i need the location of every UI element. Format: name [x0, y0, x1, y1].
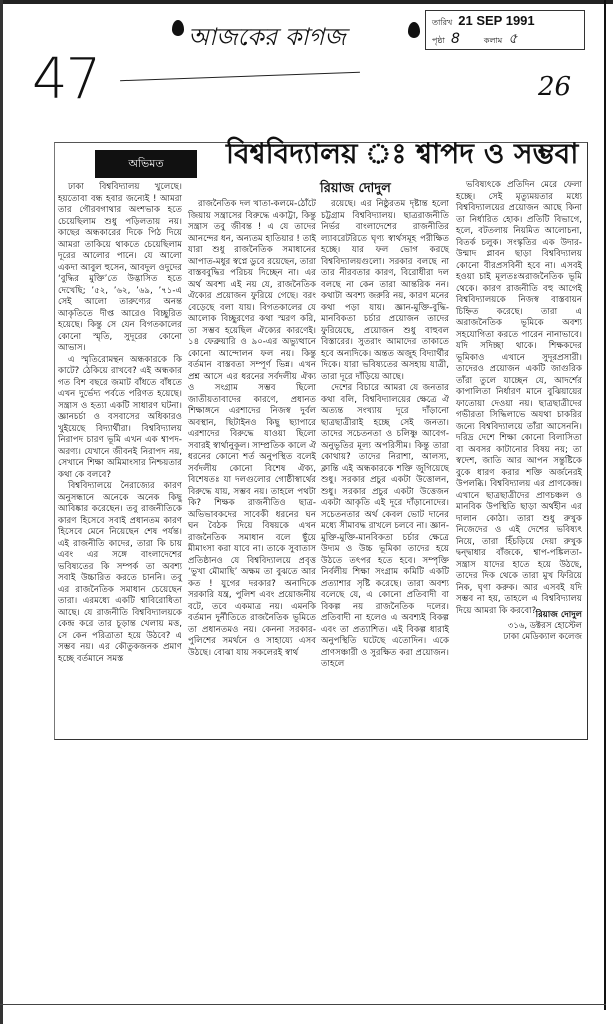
article-column-3 [321, 199, 449, 705]
stamp-date: 21 SEP 1991 [458, 13, 535, 28]
paragraph: রাজনৈতিক দল খাতা-কলমে-ঠোঁটে জিয়ায় সন্ত্রাসের বিরুদ্ধে একাট্টা, কিন্তু সন্ত্রাস তবু জীবন্ত ! এ যে তাদের আনন্দের ধন, অন্যতম হাতিয়ার ! তাই যারা শুধু রাজনৈতিক সমাধানের আপাত-মধুর স্বপ্নে ডুবে রয়েছেন, তারা বাস্তববুদ্ধির পরিচয় দিচ্ছেন না। এর অর্থ অবশ্য এই নয় যে, রাজনৈতিক ঐক্যের প্রয়োজন ফুরিয়ে গেছে। বরং বেড়েছে বলা যায়। বিগতকালের যে আলোক বিচ্ছুরণের কথা স্মরণ করি, তা সম্ভব হয়েছিল ঐক্যের কারণেই। ১৪ ফেব্রুয়ারি ও ৯০-এর অভ্যুত্থানে কোনো আন্দোলন ফল নয়। কিন্তু বর্তমান বাস্তবতা সম্পূর্ণ ভিন্ন। এখন প্রশ্ন আসে এর ধরনের সর্বদলীয় ঐক্য ও সংগ্রাম সম্ভব ছিলো জাতীয়তাবাদের কারণে, প্রধানত শিক্ষাঙ্গনে এরশাদের নিজস্ব দুর্বল অবস্থান, ছিটাইনও কিছু ছ্যাপারে এরশাদের বিরুদ্ধে যাওয়া ছিলো সবারই স্বার্থানুকূল। সাম্প্রতিক কালে ঐ ধরনের কোনো শর্ত অনুপস্থিত বলেই সর্বদলীয় কোনো বিশেষ ঐক্য, বিশেষতঃ যা দলগুলোর গোষ্ঠীস্বার্থের বিরুদ্ধে যায়, সম্ভব নয়। তাহলে পথটা কি? শিক্ষক রাজনীতিও ছাত্র-অভিভাবকদের সাবেকী ধরনের ঘন ঘন বৈঠক দিয়ে বিষয়কে এখন রাজনৈতিক সমাধান বলে ছুঁয়ে মীমাংসা করা যাবে না। তাকে সুবাতাস প্রতিষ্ঠানও যে বিশ্ববিদ্যালয়ে প্রবৃত্ত ‘ভুখা মৌমাছি’ অক্ষম তা বুঝতে আর কত ! যুগের দরকার? অনাদিকে সরকারি যন্ত্র, পুলিশ এবং প্রয়োজনীয় বটে, তবে একমাত্র নয়। এমনকি বর্তমান দুর্নীতিতে রাজনৈতিক ভূমিতে তা প্রধানতমও নয়। কেননা সরকার-পুলিশের সমর্থনে ও সাহায্যে এসব উঠছে। বোঝা যায় সকলেরই স্বার্থ [188, 199, 316, 658]
article-column-2 [188, 199, 316, 734]
paragraph: ঢাকা বিশ্ববিদ্যালয় খুলেছে। হয়তোবা বন্ধ হবার জন্যেই ! আমরা তার গৌরবগাথার অংশভাক হতে চেয়েছিলাম শুধু পড়িলতায় নয়। কাছের অন্ধকারের দিকে পিঠ দিয়ে আমরা তাকিয়ে থাকতে চেয়েছিলাম দূরের আলোর পানে। যে আলো একদা আবুল হুসেন, আবদুল ওদুদের ‘বুদ্ধির মুক্তি’তে উদ্ভাসিত হতে দেখেছি; ’৫২, ’৬২, ’৬৯, ’৭১-এ সেই আলো তারুণ্যের অনন্ত আকৃতিতে দীপ্ত আরেও বিচ্ছুরিত হয়েছে। কিন্তু সে যেন বিগতকালের কোনো স্মৃতি, সুদূরের কোনো আভাস। [58, 182, 182, 353]
stamp-column-label: কলাম [483, 36, 503, 45]
paragraph: এ স্মৃতিরোমন্থন অন্ধকারকে কি কাটে? ঠেকিয়ে রাখবে? এই অন্ধকার গত বিশ বছরে জমাট বাঁধতে বাঁধতে এখন দুর্ভেদ্য পর্বতে পরিণত হয়েছে। সন্ত্রাস ও হত্যা একটি সাধারণ ঘটনা। জ্ঞানচর্চা ও বসবাসের অধিকারও খুইয়েছে বিদ্যার্থীরা। বিশ্ববিদ্যালয় নিরাপদ চারণ ভূমি এখন এক শ্বাপদ-অরণ্য। যেখানে জীবনই নিরাপদ নয়, সেখানে শিক্ষা অমিমাংসার নিশ্চয়তার কথা কে বলবে? [58, 354, 182, 480]
author-signature [470, 610, 582, 643]
stamp-date-row [432, 12, 535, 30]
ink-blot [408, 22, 420, 38]
article-column-1 [58, 182, 182, 734]
stamp-page-row [432, 30, 517, 48]
scan-bottom-edge [0, 1004, 606, 1005]
stamp-column: ৫ [508, 31, 518, 47]
paragraph: ভবিষ্যৎকে প্রতিদিন মেরে ফেলা হচ্ছে। সেই মৃত্যুময়তার মধ্যে বিশ্ববিদ্যালয়ের প্রয়োজন আছে কিনা তা নির্ধারিত হোক। প্রতিটি বিভাগে, হলে, বটতলায় নিয়মিত আলোচনা, বিতর্ক চলুক। সংস্কৃতির এক উদার-উন্মাদ প্লাবন ছাড়া বিশ্ববিদ্যালয় কোনো বীরপ্রসবিনী হবে না। এসবই হওয়া চাই মূলতঃঅরাজনৈতিক ভূমি থেকে। কারণ রাজনীতি বহু আগেই বিশ্ববিদ্যালয়কে নিজস্ব বাস্তবায়ন চিহ্নিত করেছে। তারা এ অরাজনৈতিক ভূমিকে অবশ্য সহযোগিতা করতে পারেন নানাভাবে। যদি সদিচ্ছা থাকে। শিক্ষকদের ভূমিকাও এখানে সুদূরপ্রসারী। তাদেরও প্রয়োজন একটি জাগুরিক তাঁরা তুলে যাচ্ছেন যে, আদর্শের কাপালিতা নির্ধারণ মানে বুঝিয়ায়ের ফাতোয়া দেওয়া নয়। ছাত্রছাত্রীদের গভীরতা সিদ্ধিলাভে অযথা চাকরির জন্যে বিশ্ববিদ্যালয়ে তাঁরা আসেননি। দরিদ্র দেশে শিক্ষা কোনো বিলাসিতা বা অবসর কাটানোর বিষয় নয়; তা স্বদেশ, জাতি আর আপন সন্তুষ্টিকে বুকে ধারণ করার শক্তি অর্জনেরই উপলব্ধি। বিশ্ববিদ্যালয় এর প্রাণকেন্দ্র। এখানে ছাত্রছাত্রীদের প্রাণচঞ্চল ও মানবিক উপস্থিতি ছাড়া অর্থহীন এর দালান কোঠা। তারা শুধু রুখুক নিজেদের ও এই দেশের ভবিষ্যৎ নিয়ে, তারা হিঁচড়িয়ে দেয়া রুখুক দ্বন্দ্বাধার বাঁজকে, শ্বাপ-পঙ্কিলতা-সন্ত্রাস যাদের হাতে হয়ে উঠছে, তাদের দিক থেকে তারা মুখ ফিরিয়ে নিক, ঘৃণা করুক। আর এসবই যদি সম্ভব না হয়, তাহলে এ বিশ্ববিদ্যালয় দিয়ে আমরা কি করবো? [456, 180, 582, 616]
scan-top-edge [0, 0, 613, 4]
article-title: বিশ্ববিদ্যালয় ঃ শ্বাপদ ও সম্ভবা [226, 137, 579, 170]
paragraph: দেশের বিচারে আমরা যে জনতার কথা বলি, বিশ্ববিদ্যালয়ের ক্ষেত্রে ঐ অত্যন্ত সংখ্যায় দূরে দাঁড়ানো ছাত্রছাত্রীরাই হচ্ছে সেই জনতা। তাদের সচেতনতা ও চলিষ্ণু আবেগ-অনুভূতির মূল্য অপরিসীম। কিন্তু তারা কোথায়? তাদের নিরাশা, আলস্য, ক্লান্তি এই অন্ধকারকে শক্তি জুগিয়েছে শুধু। সরকার প্রচুর একটা উত্তোলন, শুধু। সরকার প্রচুর একটা উত্তেজন একটা আকৃতি এই দূরে দাঁড়ানোদের। সচেতনতার অর্থ কেবল ভোট দানের মধ্যে সীমাবদ্ধ রাখলে চলবে না। জ্ঞান-মুক্তি-মুক্তি-মানবিকতা চর্চার ক্ষেত্রে উদ্যম ও উচ্চ ভূমিকা তাদের হয়ে উঠতে তৎপর হতে হবে। সম্পৃক্তি নির্বলীয় শিক্ষা সংগ্রাম কমিটি একটি প্রত্যাশার সৃষ্টি করেছে। তারা অবশ্য বলেছে যে, এ কোনো প্রতিবাদী বা বিকল্প নয় রাজনৈতিক দলের। প্রতিবাদী না হলেও এ অবশ্যই বিকল্প এবং তা প্রত্যাশিত। এই বিকল্প ধারাই অনুপস্থিতি ঘটেছে এতোদিন। একে প্রাণসঞ্চারী ও সুরক্ষিত করা প্রয়োজন। তাহলে [321, 383, 449, 669]
scan-right-edge [604, 0, 606, 1010]
signature-address: ৩১৬, ডক্টরস হোস্টেল [507, 621, 582, 631]
signature-institution: ঢাকা মেডিক্যাল কলেজ [503, 632, 582, 642]
article-author: রিয়াজ দোদুল [320, 181, 391, 196]
handwritten-newspaper-name: আজকের কাগজ [188, 23, 346, 51]
paragraph: বিশ্ববিদ্যালয়ে নৈরাজ্যের কারণ অনুসন্ধানে অনেকে অনেক কিছু আবিষ্কার করেছেন। তবু রাজনীতিকে কারণ হিসেবে সবাই প্রধানতম কারণ হিসেবে মেনে নিয়েছেন শেষ পর্যন্ত। এই রাজনীতি কাদের, তারা কি চায় এবং এর সঙ্গে বাংলাদেশের ভবিষ্যতের কি সম্পর্ক তা অবশ্য সবাই উচ্চারিত করতে চাননি। তবু এর রাজনৈতিক সমাধান চেয়েছেন তারা। এরমধ্যে একটি শ্বাবিরোধিতা আছে। যে রাজনীতি বিশ্ববিদ্যালয়কে কেন্দ্র করে তার চূড়ান্ত খেলায় মত্ত, সে কেন পরিত্রাতা হয়ে উঠবে? এ সম্ভব নয়। এর কৌতুকজনক প্রমাণ হচ্ছে বর্তমানে সমস্ত [58, 481, 182, 664]
signature-name: রিয়াজ দোদুল [535, 610, 582, 620]
stamp-page-label: পৃষ্ঠা [432, 36, 445, 45]
stamp-page: 8 [450, 31, 460, 47]
handwritten-file-number: 47 [32, 47, 100, 112]
date-stamp [425, 10, 585, 50]
handwritten-underline [120, 72, 360, 81]
section-tag: অভিমত [95, 150, 197, 178]
paragraph: রয়েছে। এর নিষ্ঠুরতম দৃষ্টান্ত হলো চট্টগ্রাম বিশ্ববিদ্যালয়। ছাত্ররাজনীতি নির্ভর বাংলাদেশের রাজনীতির ল্যাবরেটরিতে ঘৃণ্য স্বার্থসমূহ পরীক্ষিত হচ্ছে। যার ফল ভোগ করছে বিশ্ববিদ্যালয়গুলো। সরকার বলছে না তার নীরবতার কারণ, বিরোধীরা দল বলছে না কেন তারা আন্তরিক নন। কথাটা অবশ্য জরুরি নয়, কারণ মনের কথা পড়া যায়। জ্ঞান-মুক্তি-বুদ্ধি-মানবিকতা চর্চার প্রয়োজন তাদের ফুরিয়েছে, প্রয়োজন শুধু বাহুবল বিস্তারের। সুতরাং আমাদের তাকাতে হবে অন্যদিকে। অন্তত অজুহ বিদ্যার্থীর দিকে। যারা ভবিষ্যতের অসহায় যাত্রী, তারা দূরে দাঁড়িয়ে আছে। [321, 199, 449, 382]
scan-left-edge [0, 0, 3, 1024]
stamp-date-label: তারিখ [432, 18, 453, 27]
ink-blot [172, 20, 184, 36]
handwritten-corner-number: 26 [538, 72, 572, 102]
